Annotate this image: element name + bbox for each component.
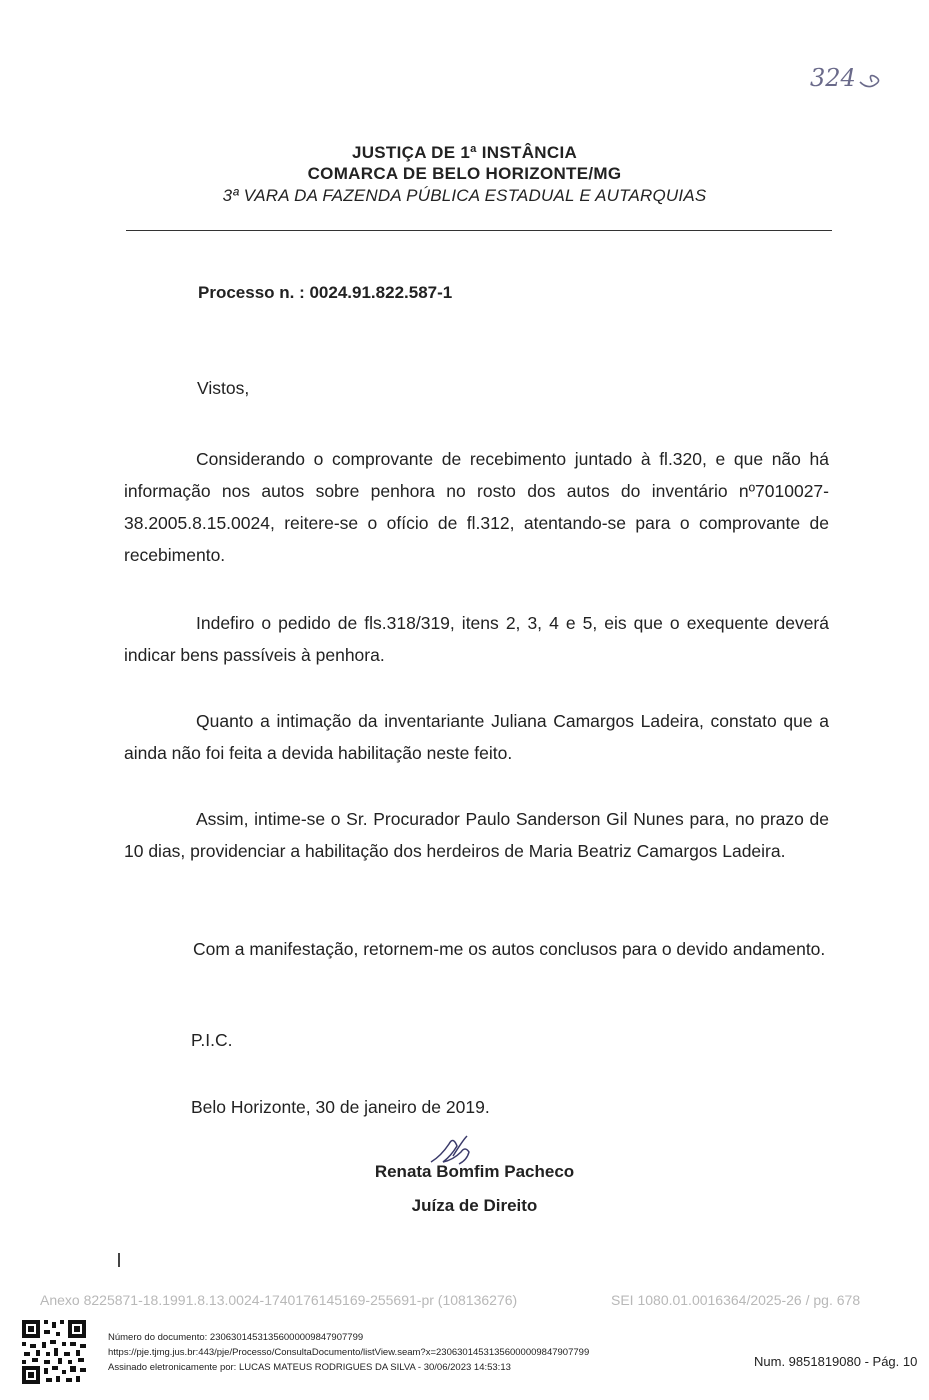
handwritten-folio-number <box>808 52 898 102</box>
header-vara: 3ª VARA DA FAZENDA PÚBLICA ESTADUAL E AUTARQUIAS <box>222 186 707 205</box>
pic-line: P.I.C. <box>191 1030 233 1050</box>
doc-url[interactable]: https://pje.tjmg.jus.br:443/pje/Processo/ConsultaDocumento/listView.seam?x=23063014531356000009847907799 <box>108 1347 590 1358</box>
paragraph-2: Indefiro o pedido de fls.318/319, itens 2, 3, 4 e 5, eis que o exequente deverá indicar bens passíveis à penhora. <box>124 613 829 665</box>
signed-by: Assinado eletronicamente por: LUCAS MATEUS RODRIGUES DA SILVA - 30/06/2023 14:53:13 <box>108 1362 511 1373</box>
header-comarca: COMARCA DE BELO HORIZONTE/MG <box>307 164 622 183</box>
header-court-level: JUSTIÇA DE 1ª INSTÂNCIA <box>351 143 578 162</box>
paragraph-5: Com a manifestação, retornem-me os autos conclusos para o devido andamento. <box>193 939 826 959</box>
paragraph-3: Quanto a intimação da inventariante Juliana Camargos Ladeira, constato que a ainda não foi feita a devida habilitação neste feito. <box>124 711 829 763</box>
paragraph-1: Considerando o comprovante de recebimento juntado à fl.320, e que não há informação nos autos sobre penhora no rosto dos autos do inventário nº7010027-38.2005.8.15.0024, reitere-se o ofício de fl.312, atentando-se para o comprovante de recebimento. <box>124 449 829 565</box>
qr-code <box>20 1318 88 1386</box>
sei-reference: SEI 1080.01.0016364/2025-26 / pg. 678 <box>611 1292 861 1308</box>
margin-mark <box>118 1253 120 1267</box>
paragraph-4: Assim, intime-se o Sr. Procurador Paulo Sanderson Gil Nunes para, no prazo de 10 dias, providenciar a habilitação dos herdeiros de Maria Beatriz Camargos Ladeira. <box>124 809 829 861</box>
judge-name: Renata Bomfim Pacheco <box>374 1162 575 1181</box>
vistos-line: Vistos, <box>197 378 250 398</box>
header-divider <box>126 230 832 231</box>
annex-reference: Anexo 8225871-18.1991.8.13.0024-1740176145169-255691-pr (108136276) <box>40 1292 518 1308</box>
doc-number: Número do documento: 23063014531356000009847907799 <box>108 1332 364 1343</box>
date-line: Belo Horizonte, 30 de janeiro de 2019. <box>191 1097 490 1117</box>
process-number: Processo n. : 0024.91.822.587-1 <box>198 283 453 302</box>
page-number: Num. 9851819080 - Pág. 10 <box>754 1354 918 1369</box>
folio-text: 324 <box>810 64 856 92</box>
judge-role: Juíza de Direito <box>411 1196 538 1215</box>
